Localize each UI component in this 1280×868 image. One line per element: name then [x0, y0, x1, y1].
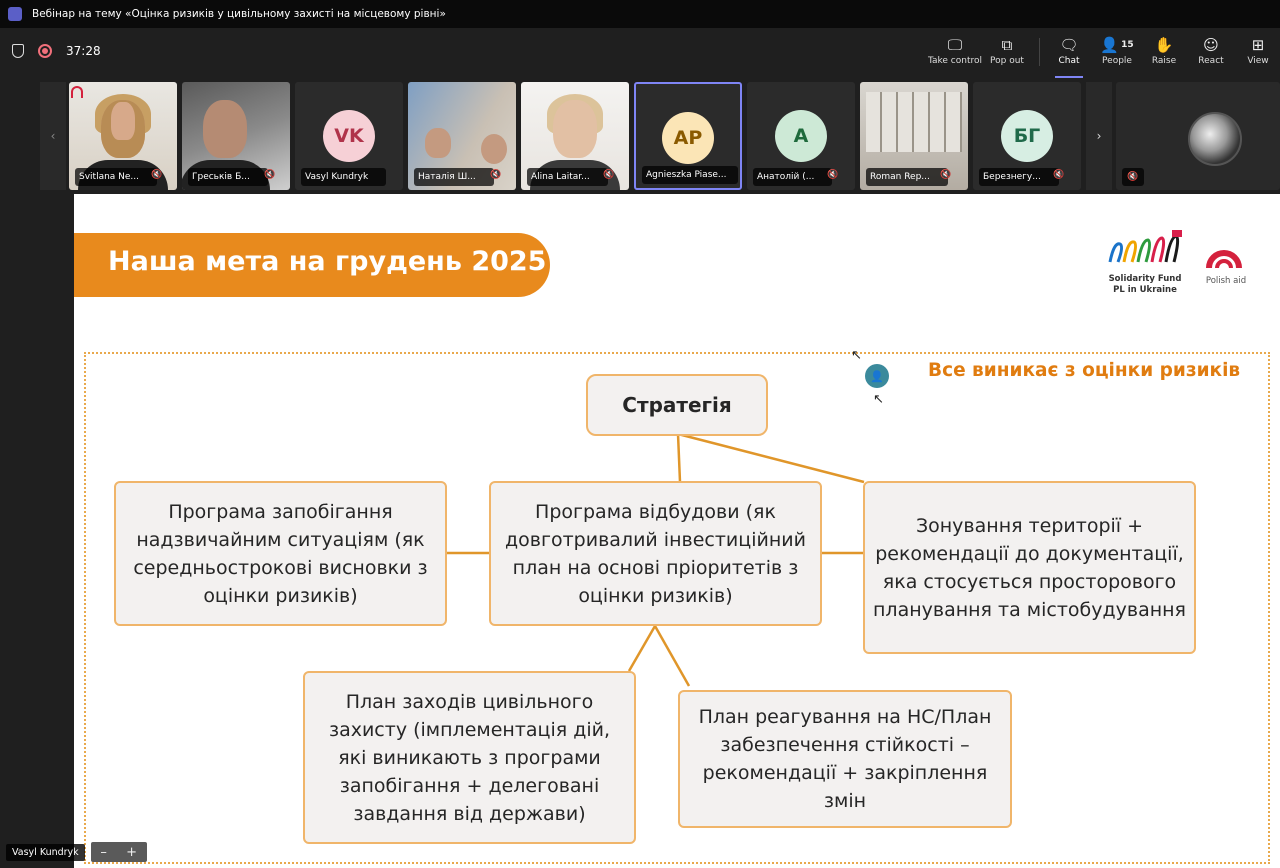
participant-name: Vasyl Kundryk: [301, 168, 386, 186]
chat-icon: 🗨: [1059, 36, 1079, 54]
mic-off-icon: 🔇: [827, 170, 839, 180]
avatar: VK: [323, 110, 375, 162]
participant-tile[interactable]: [295, 82, 403, 190]
participant-name: Березнегу...: [979, 168, 1059, 186]
toolbar-divider: [1039, 38, 1040, 66]
mic-off-icon: 🔇: [1053, 170, 1065, 180]
mic-off-icon: 🔇: [1122, 168, 1144, 186]
participant-name: Svitlana Ne...: [75, 168, 157, 186]
raise-hand-button[interactable]: ✋ Raise: [1151, 36, 1177, 66]
participant-tile[interactable]: [1116, 82, 1280, 190]
polish-aid-logo-icon: [71, 86, 83, 98]
participant-name: Наталія Ш...: [414, 168, 494, 186]
polish-aid-text: Polish aid: [1205, 276, 1247, 286]
mic-off-icon: 🔇: [264, 170, 276, 180]
participant-name: Alina Laitar...: [527, 168, 608, 186]
chat-button[interactable]: 🗨 Chat: [1041, 34, 1097, 74]
self-view-controls[interactable]: [91, 842, 147, 862]
avatar: A: [775, 110, 827, 162]
avatar: БГ: [1001, 110, 1053, 162]
recording-icon: [38, 44, 52, 58]
mic-off-icon: 🔇: [603, 170, 615, 180]
teams-app-icon: [8, 7, 22, 21]
strip-prev-button[interactable]: [40, 82, 66, 190]
pop-out-button[interactable]: ⧉ Pop out: [990, 36, 1024, 66]
mouse-cursor-icon: ↖: [873, 392, 884, 407]
participant-tile[interactable]: [408, 82, 516, 190]
mic-off-icon: 🔇: [490, 170, 502, 180]
slide-subtitle: Все виникає з оцінки ризиків: [928, 360, 1241, 381]
stage-margin: [0, 194, 74, 868]
window-title: Вебінар на тему «Оцінка ризиків у цивільному захисті на місцевому рівні»: [32, 8, 446, 20]
participant-tile[interactable]: [860, 82, 968, 190]
response-plan-box: План реагування на НС/План забезпечення стійкості – рекомендації + закріплення змін: [678, 690, 1012, 828]
self-name: Vasyl Kundryk: [6, 844, 85, 861]
mouse-cursor-icon: ↖: [851, 348, 862, 363]
view-button[interactable]: ⊞ View: [1247, 36, 1269, 66]
participant-name: Agnieszka Piase...: [642, 166, 738, 184]
participant-name: Roman Rep...: [866, 168, 948, 186]
mic-off-icon: 🔇: [940, 170, 952, 180]
zoning-box: Зонування території + рекомендації до документації, яка стосується просторового планування та містобудування: [863, 481, 1196, 654]
participant-tile[interactable]: [521, 82, 629, 190]
strategy-box: Стратегія: [586, 374, 768, 436]
mic-off-icon: 🔇: [151, 170, 163, 180]
expand-icon[interactable]: +: [126, 844, 138, 860]
reconstruction-program-box: Програма відбудови (як довготривалий інвестиційний план на основі пріоритетів з оцінки ризиків): [489, 481, 822, 626]
people-count: 15: [1121, 40, 1134, 50]
react-button[interactable]: ☺ React: [1198, 36, 1224, 66]
remote-pointer-avatar-icon: 👤: [865, 364, 889, 388]
shield-icon[interactable]: [12, 44, 24, 58]
avatar: AP: [662, 112, 714, 164]
people-button[interactable]: 👤 15 People: [1100, 36, 1134, 66]
chevron-right-icon: ›: [1096, 129, 1102, 143]
participant-tile[interactable]: [973, 82, 1081, 190]
hand-icon: ✋: [1154, 36, 1174, 54]
participant-photo: [1188, 112, 1242, 166]
shared-slide: [74, 194, 1280, 868]
participant-tile[interactable]: [747, 82, 855, 190]
smile-icon: ☺: [1203, 36, 1219, 54]
prevention-program-box: Програма запобігання надзвичайним ситуаціям (як середньострокові висновки з оцінки ризиків): [114, 481, 447, 626]
take-control-button[interactable]: 🖵 Take control: [927, 36, 982, 66]
minimize-icon[interactable]: –: [100, 844, 107, 860]
participant-name: Греськів Б...: [188, 168, 268, 186]
chevron-left-icon: ‹: [50, 129, 56, 143]
civil-protection-plan-box: План заходів цивільного захисту (імплементація дій, які виникають з програми запобігання + делеговані завдання від держави): [303, 671, 636, 844]
strip-next-button[interactable]: [1086, 82, 1112, 190]
grid-icon: ⊞: [1251, 36, 1265, 54]
window-title-bar: [0, 0, 1280, 28]
meeting-timer: 37:28: [66, 44, 101, 58]
participant-tile[interactable]: [634, 82, 742, 190]
slide-title: Наша мета на грудень 2025: [108, 246, 547, 277]
self-view: [6, 842, 147, 862]
participant-tile[interactable]: [69, 82, 177, 190]
solidarity-logo-text: Solidarity Fund PL in Ukraine: [1108, 274, 1182, 295]
monitor-hand-icon: 🖵: [947, 36, 963, 54]
participant-name: Анатолій (...: [753, 168, 832, 186]
participant-tile[interactable]: [182, 82, 290, 190]
pop-out-icon: ⧉: [1001, 36, 1013, 54]
people-icon: 👤 15: [1100, 36, 1134, 54]
